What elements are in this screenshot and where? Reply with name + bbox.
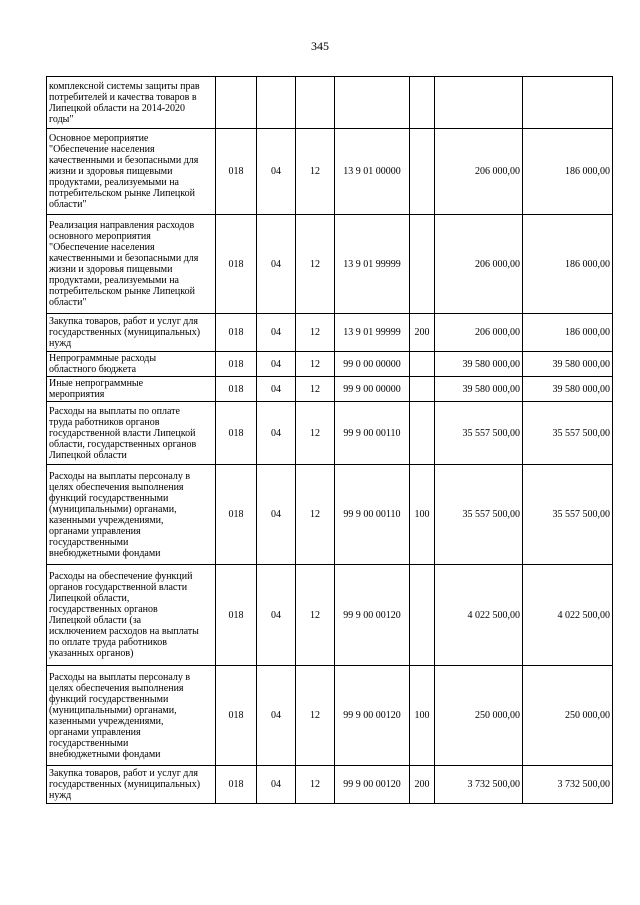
budget-table-body: [47, 77, 613, 804]
cell-name-line: органов государственной власти: [49, 582, 188, 593]
cell-name-line: Закупка товаров, работ и услуг для: [49, 768, 198, 779]
table-row: [47, 215, 613, 314]
cell-sum-year2: [523, 77, 613, 129]
cell-podrazdel: 12: [296, 129, 335, 215]
cell-name-line: по оплате труда работников: [49, 637, 167, 648]
cell-razdel: [257, 77, 296, 129]
cell-name-line: Липецкой области (за: [49, 615, 142, 626]
cell-podrazdel: 12: [296, 565, 335, 666]
cell-name-line: государственных (муниципальных): [49, 779, 201, 790]
cell-sum-year2: 250 000,00: [523, 666, 613, 766]
cell-name-line: "Обеспечение населения: [49, 242, 155, 253]
cell-name: [47, 465, 216, 565]
table-row: [47, 565, 613, 666]
cell-sum-year1: 206 000,00: [435, 215, 523, 314]
cell-ved: 018: [216, 766, 257, 804]
cell-csr: 13 9 01 99999: [335, 314, 410, 352]
cell-name-line: казенными учреждениями,: [49, 715, 164, 727]
cell-razdel: 04: [257, 377, 296, 402]
cell-vr: [410, 215, 435, 314]
cell-name-line: казенными учреждениями,: [49, 514, 164, 526]
cell-name-line: Липецкой области,: [49, 593, 130, 604]
cell-csr: 13 9 01 00000: [335, 129, 410, 215]
cell-sum-year1: 250 000,00: [435, 666, 523, 766]
cell-name-line: Иные непрограммные: [49, 378, 144, 389]
cell-name-line: (муниципальными) органами,: [49, 503, 177, 515]
cell-podrazdel: 12: [296, 314, 335, 352]
page-number: 345: [311, 39, 329, 53]
cell-vr: 100: [410, 666, 435, 766]
table-row: [47, 766, 613, 804]
cell-name: [47, 565, 216, 666]
table-row: [47, 402, 613, 465]
cell-ved: [216, 77, 257, 129]
cell-name-line: Расходы на обеспечение функций: [49, 571, 193, 582]
cell-name-line: комплексной системы защиты прав: [49, 80, 200, 92]
cell-name-line: годы": [49, 113, 74, 125]
cell-sum-year2: 186 000,00: [523, 314, 613, 352]
cell-name-line: Липецкой области: [49, 449, 127, 461]
cell-csr: 99 9 00 00120: [335, 766, 410, 804]
cell-ved: 018: [216, 314, 257, 352]
cell-podrazdel: 12: [296, 666, 335, 766]
cell-razdel: 04: [257, 352, 296, 377]
cell-ved: 018: [216, 402, 257, 465]
cell-name-line: государственной власти Липецкой: [49, 427, 196, 439]
cell-name-line: областного бюджета: [49, 364, 137, 375]
cell-name: [47, 352, 216, 377]
cell-name-line: области": [49, 297, 87, 308]
cell-name-line: Основное мероприятие: [49, 133, 149, 144]
cell-name-line: (муниципальными) органами,: [49, 704, 177, 716]
cell-ved: 018: [216, 352, 257, 377]
cell-sum-year1: 4 022 500,00: [435, 565, 523, 666]
cell-sum-year2: 35 557 500,00: [523, 402, 613, 465]
cell-razdel: 04: [257, 215, 296, 314]
cell-sum-year2: 39 580 000,00: [523, 352, 613, 377]
cell-name-line: Реализация направления расходов: [49, 220, 195, 231]
cell-sum-year1: 39 580 000,00: [435, 377, 523, 402]
cell-razdel: 04: [257, 565, 296, 666]
table-row: [47, 377, 613, 402]
cell-razdel: 04: [257, 129, 296, 215]
cell-sum-year2: 39 580 000,00: [523, 377, 613, 402]
cell-sum-year2: 186 000,00: [523, 129, 613, 215]
cell-sum-year1: 206 000,00: [435, 129, 523, 215]
cell-name-line: Липецкой области на 2014-2020: [49, 102, 186, 114]
cell-csr: 99 9 00 00120: [335, 666, 410, 766]
cell-ved: 018: [216, 666, 257, 766]
cell-name-line: продуктами, реализуемыми на: [49, 177, 179, 188]
cell-vr: [410, 77, 435, 129]
cell-ved: 018: [216, 215, 257, 314]
cell-csr: [335, 77, 410, 129]
cell-name-line: потребительском рынке Липецкой: [49, 188, 195, 199]
cell-sum-year2: 186 000,00: [523, 215, 613, 314]
cell-name: [47, 77, 216, 129]
cell-name: [47, 377, 216, 402]
cell-name-line: Непрограммные расходы: [49, 353, 157, 364]
cell-name-line: основного мероприятия: [49, 231, 151, 242]
cell-name-line: государственных (муниципальных): [49, 327, 201, 338]
cell-vr: [410, 129, 435, 215]
cell-podrazdel: [296, 77, 335, 129]
cell-name-line: Закупка товаров, работ и услуг для: [49, 316, 198, 327]
cell-name-line: государственными: [49, 536, 129, 548]
cell-csr: 99 9 00 00110: [335, 402, 410, 465]
cell-name-line: функций государственными: [49, 693, 169, 705]
cell-name: [47, 666, 216, 766]
cell-sum-year1: 206 000,00: [435, 314, 523, 352]
cell-name-line: нужд: [49, 338, 72, 349]
cell-sum-year2: 35 557 500,00: [523, 465, 613, 565]
cell-sum-year2: 4 022 500,00: [523, 565, 613, 666]
cell-csr: 99 9 00 00000: [335, 377, 410, 402]
cell-sum-year1: [435, 77, 523, 129]
cell-podrazdel: 12: [296, 215, 335, 314]
cell-vr: [410, 352, 435, 377]
cell-name-line: органами управления: [49, 525, 141, 537]
cell-ved: 018: [216, 465, 257, 565]
cell-vr: 200: [410, 314, 435, 352]
cell-podrazdel: 12: [296, 465, 335, 565]
cell-name-line: мероприятия: [49, 389, 105, 400]
cell-name-line: потребителей и качества товаров в: [49, 91, 197, 103]
cell-vr: [410, 377, 435, 402]
cell-name-line: Расходы на выплаты персоналу в: [49, 470, 191, 482]
cell-podrazdel: 12: [296, 402, 335, 465]
cell-name-line: государственных органов: [49, 604, 158, 615]
table-row: [47, 465, 613, 565]
cell-ved: 018: [216, 129, 257, 215]
cell-sum-year1: 39 580 000,00: [435, 352, 523, 377]
cell-podrazdel: 12: [296, 352, 335, 377]
cell-sum-year2: 3 732 500,00: [523, 766, 613, 804]
cell-name-line: области": [49, 199, 87, 210]
table-row: [47, 77, 613, 129]
cell-vr: [410, 402, 435, 465]
cell-csr: 99 0 00 00000: [335, 352, 410, 377]
cell-ved: 018: [216, 377, 257, 402]
cell-name-line: целях обеспечения выполнения: [49, 481, 184, 493]
cell-name-line: внебюджетными фондами: [49, 547, 161, 559]
cell-name-line: области, государственных органов: [49, 438, 197, 450]
cell-name-line: исключением расходов на выплаты: [49, 626, 199, 637]
cell-name: [47, 314, 216, 352]
cell-name: [47, 402, 216, 465]
cell-csr: 99 9 00 00120: [335, 565, 410, 666]
cell-name-line: жизни и здоровья пищевыми: [49, 166, 173, 177]
cell-razdel: 04: [257, 766, 296, 804]
table-row: [47, 666, 613, 766]
cell-csr: 99 9 00 00110: [335, 465, 410, 565]
cell-razdel: 04: [257, 402, 296, 465]
cell-vr: 200: [410, 766, 435, 804]
cell-razdel: 04: [257, 314, 296, 352]
cell-name: [47, 215, 216, 314]
cell-name: [47, 129, 216, 215]
cell-podrazdel: 12: [296, 766, 335, 804]
cell-name-line: функций государственными: [49, 492, 169, 504]
cell-name-line: продуктами, реализуемыми на: [49, 275, 179, 286]
cell-csr: 13 9 01 99999: [335, 215, 410, 314]
cell-name-line: жизни и здоровья пищевыми: [49, 264, 173, 275]
cell-name-line: "Обеспечение населения: [49, 144, 155, 155]
cell-podrazdel: 12: [296, 377, 335, 402]
cell-name-line: нужд: [49, 790, 72, 801]
cell-name-line: качественными и безопасными для: [49, 253, 199, 264]
table-row: [47, 352, 613, 377]
table-row: [47, 314, 613, 352]
cell-name-line: указанных органов): [49, 648, 134, 659]
cell-razdel: 04: [257, 666, 296, 766]
cell-name-line: качественными и безопасными для: [49, 155, 199, 166]
cell-name-line: государственными: [49, 737, 129, 749]
cell-name-line: внебюджетными фондами: [49, 748, 161, 760]
cell-vr: [410, 565, 435, 666]
cell-razdel: 04: [257, 465, 296, 565]
cell-sum-year1: 3 732 500,00: [435, 766, 523, 804]
budget-table: [46, 76, 613, 804]
cell-name: [47, 766, 216, 804]
cell-sum-year1: 35 557 500,00: [435, 465, 523, 565]
cell-name-line: труда работников органов: [49, 416, 160, 428]
cell-name-line: органами управления: [49, 726, 141, 738]
cell-ved: 018: [216, 565, 257, 666]
cell-name-line: потребительском рынке Липецкой: [49, 286, 195, 297]
cell-sum-year1: 35 557 500,00: [435, 402, 523, 465]
cell-name-line: Расходы на выплаты персоналу в: [49, 671, 191, 683]
cell-name-line: целях обеспечения выполнения: [49, 682, 184, 694]
cell-name-line: Расходы на выплаты по оплате: [49, 405, 180, 417]
cell-vr: 100: [410, 465, 435, 565]
table-row: [47, 129, 613, 215]
